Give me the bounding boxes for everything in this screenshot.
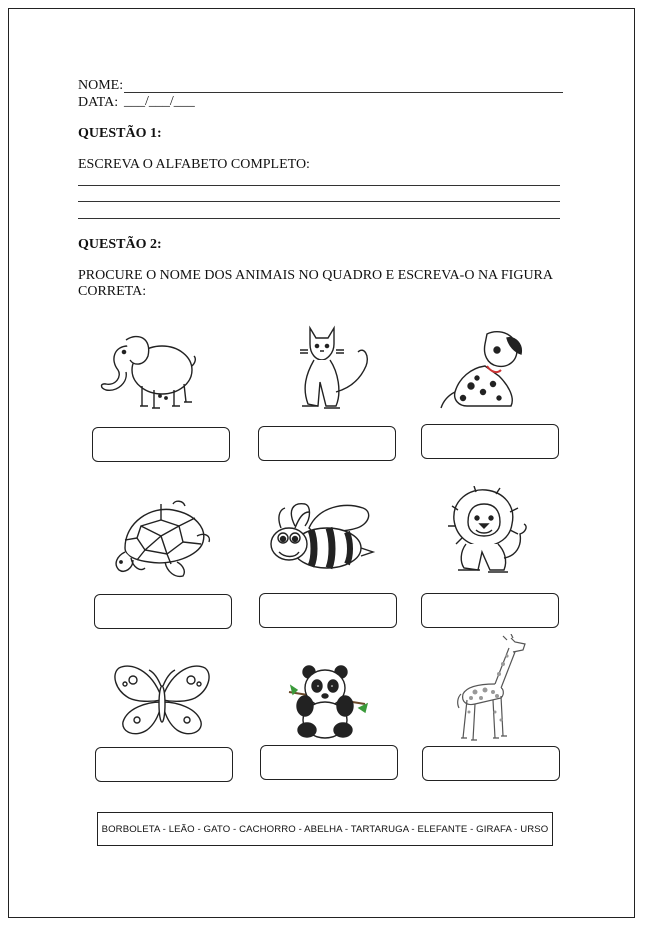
answer-box-turtle[interactable] bbox=[94, 594, 232, 629]
answer-box-bee[interactable] bbox=[259, 593, 397, 628]
answer-box-cat[interactable] bbox=[258, 426, 396, 461]
dalmatian-dog-icon bbox=[437, 326, 529, 412]
date-blanks: ___/___/___ bbox=[124, 94, 195, 109]
butterfly-icon bbox=[111, 662, 213, 740]
panda-icon bbox=[287, 664, 369, 740]
answer-box-dog[interactable] bbox=[421, 424, 559, 459]
answer-box-panda[interactable] bbox=[260, 745, 398, 780]
lion-icon bbox=[446, 486, 532, 574]
giraffe-icon bbox=[455, 634, 533, 744]
question-2-title: QUESTÃO 2: bbox=[78, 237, 162, 252]
turtle-icon bbox=[111, 496, 215, 586]
question-1-prompt: ESCREVA O ALFABETO COMPLETO: bbox=[78, 157, 310, 172]
cat-icon bbox=[288, 322, 384, 416]
bee-icon bbox=[265, 500, 379, 578]
name-line bbox=[124, 92, 563, 93]
answer-box-giraffe[interactable] bbox=[422, 746, 560, 781]
answer-box-elephant[interactable] bbox=[92, 427, 230, 462]
name-label: NOME: bbox=[78, 78, 124, 93]
question-2-prompt-line1: PROCURE O NOME DOS ANIMAIS NO QUADRO E ESCREVA-O NA FIGURA bbox=[78, 268, 554, 283]
answer-box-lion[interactable] bbox=[421, 593, 559, 628]
word-bank-text: BORBOLETA - LEÃO - GATO - CACHORRO - ABELHA - TARTARUGA - ELEFANTE - GIRAFA - URSO bbox=[101, 823, 549, 835]
question-1-title: QUESTÃO 1: bbox=[78, 126, 162, 141]
alphabet-line bbox=[78, 185, 560, 186]
alphabet-line bbox=[78, 218, 560, 219]
elephant-icon bbox=[96, 326, 200, 414]
alphabet-line bbox=[78, 201, 560, 202]
answer-box-butterfly[interactable] bbox=[95, 747, 233, 782]
word-bank-box bbox=[97, 812, 553, 846]
question-2-prompt-line2: CORRETA: bbox=[78, 284, 147, 299]
date-label: DATA: bbox=[78, 95, 119, 110]
